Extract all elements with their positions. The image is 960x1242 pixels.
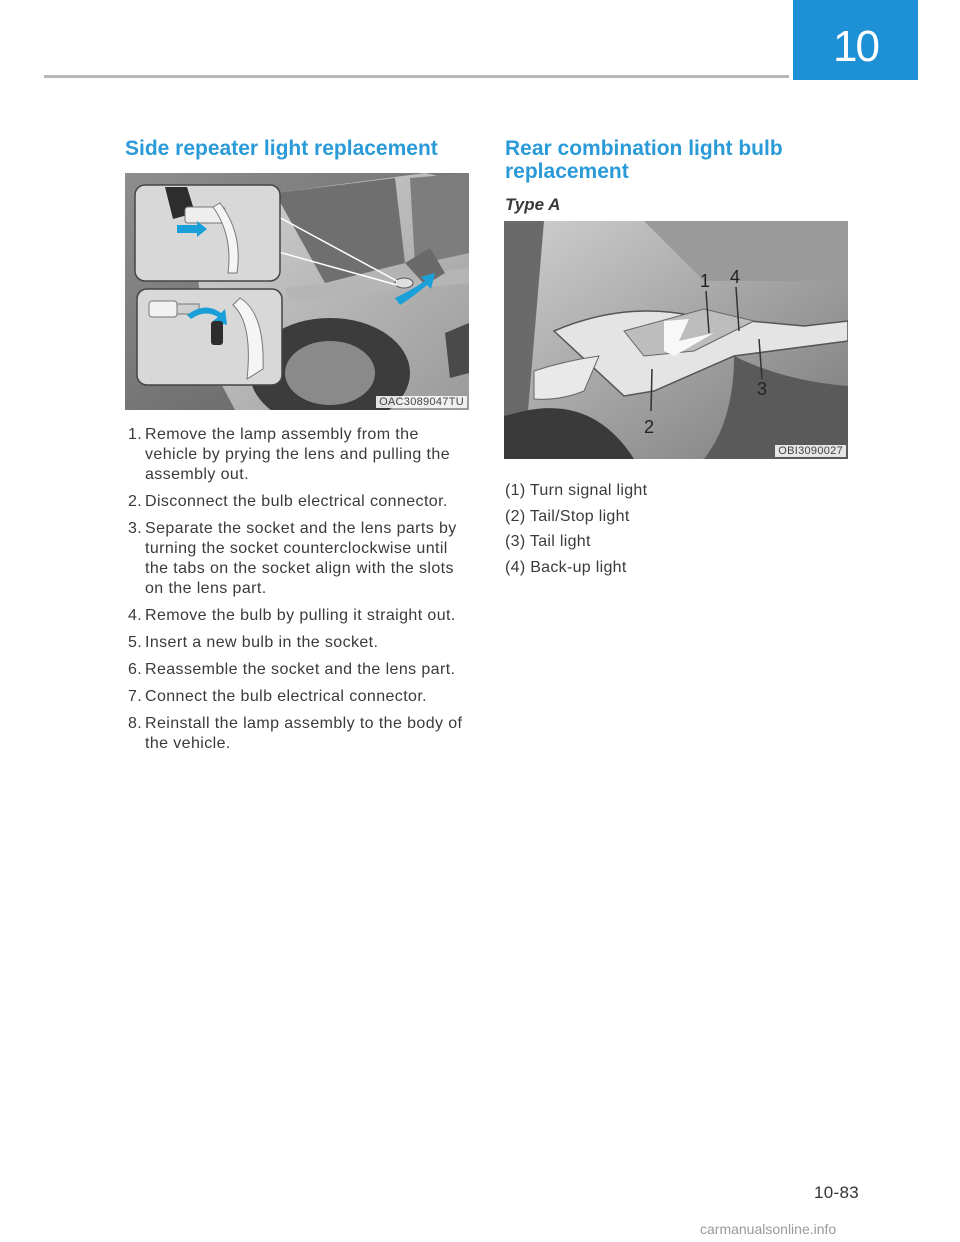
list-item: (1) Turn signal light	[505, 482, 648, 499]
list-item: 1. Remove the lamp assembly from the vehicle by prying the lens and pulling the assembly out.	[128, 426, 450, 483]
figure-code: OBI3090027	[775, 445, 846, 457]
figure-code: OAC3089047TU	[376, 396, 467, 408]
callout-3: 3	[757, 379, 768, 399]
callout-2: 2	[644, 417, 655, 437]
steps-list	[128, 425, 473, 761]
list-item: 6. Reassemble the socket and the lens part.	[128, 661, 456, 678]
side-repeater-illustration	[125, 173, 469, 410]
type-subheading: Type A	[505, 195, 561, 214]
list-item: (2) Tail/Stop light	[505, 507, 630, 525]
watermark: carmanualsonline.info	[700, 1221, 837, 1237]
list-item: (3) Tail light	[505, 533, 591, 550]
side-repeater-figure	[125, 173, 469, 410]
chapter-number: 10	[833, 22, 878, 71]
page-number: 10-83	[814, 1183, 859, 1202]
callout-4: 4	[730, 267, 741, 287]
rear-light-figure	[504, 221, 848, 459]
header-rule	[44, 75, 789, 78]
list-item: 8. Reinstall the lamp assembly to the body of the vehicle.	[128, 715, 463, 752]
legend-list	[505, 481, 647, 583]
rear-light-illustration	[504, 221, 848, 459]
list-item: 5. Insert a new bulb in the socket.	[128, 634, 379, 651]
list-item: 7. Connect the bulb electrical connector.	[128, 688, 428, 705]
list-item: 2. Disconnect the bulb electrical connector.	[128, 493, 448, 510]
callout-1: 1	[700, 271, 711, 291]
rear-combination-heading: Rear combination light bulb replacement	[505, 137, 783, 183]
list-item: 3. Separate the socket and the lens parts by turning the socket counterclockwise until the tabs on the socket align with the slots on the lens part.	[128, 520, 457, 597]
side-repeater-heading: Side repeater light replacement	[125, 137, 438, 160]
list-item: (4) Back-up light	[505, 558, 627, 576]
list-item: 4. Remove the bulb by pulling it straight out.	[128, 607, 456, 624]
chapter-tab	[793, 0, 918, 80]
